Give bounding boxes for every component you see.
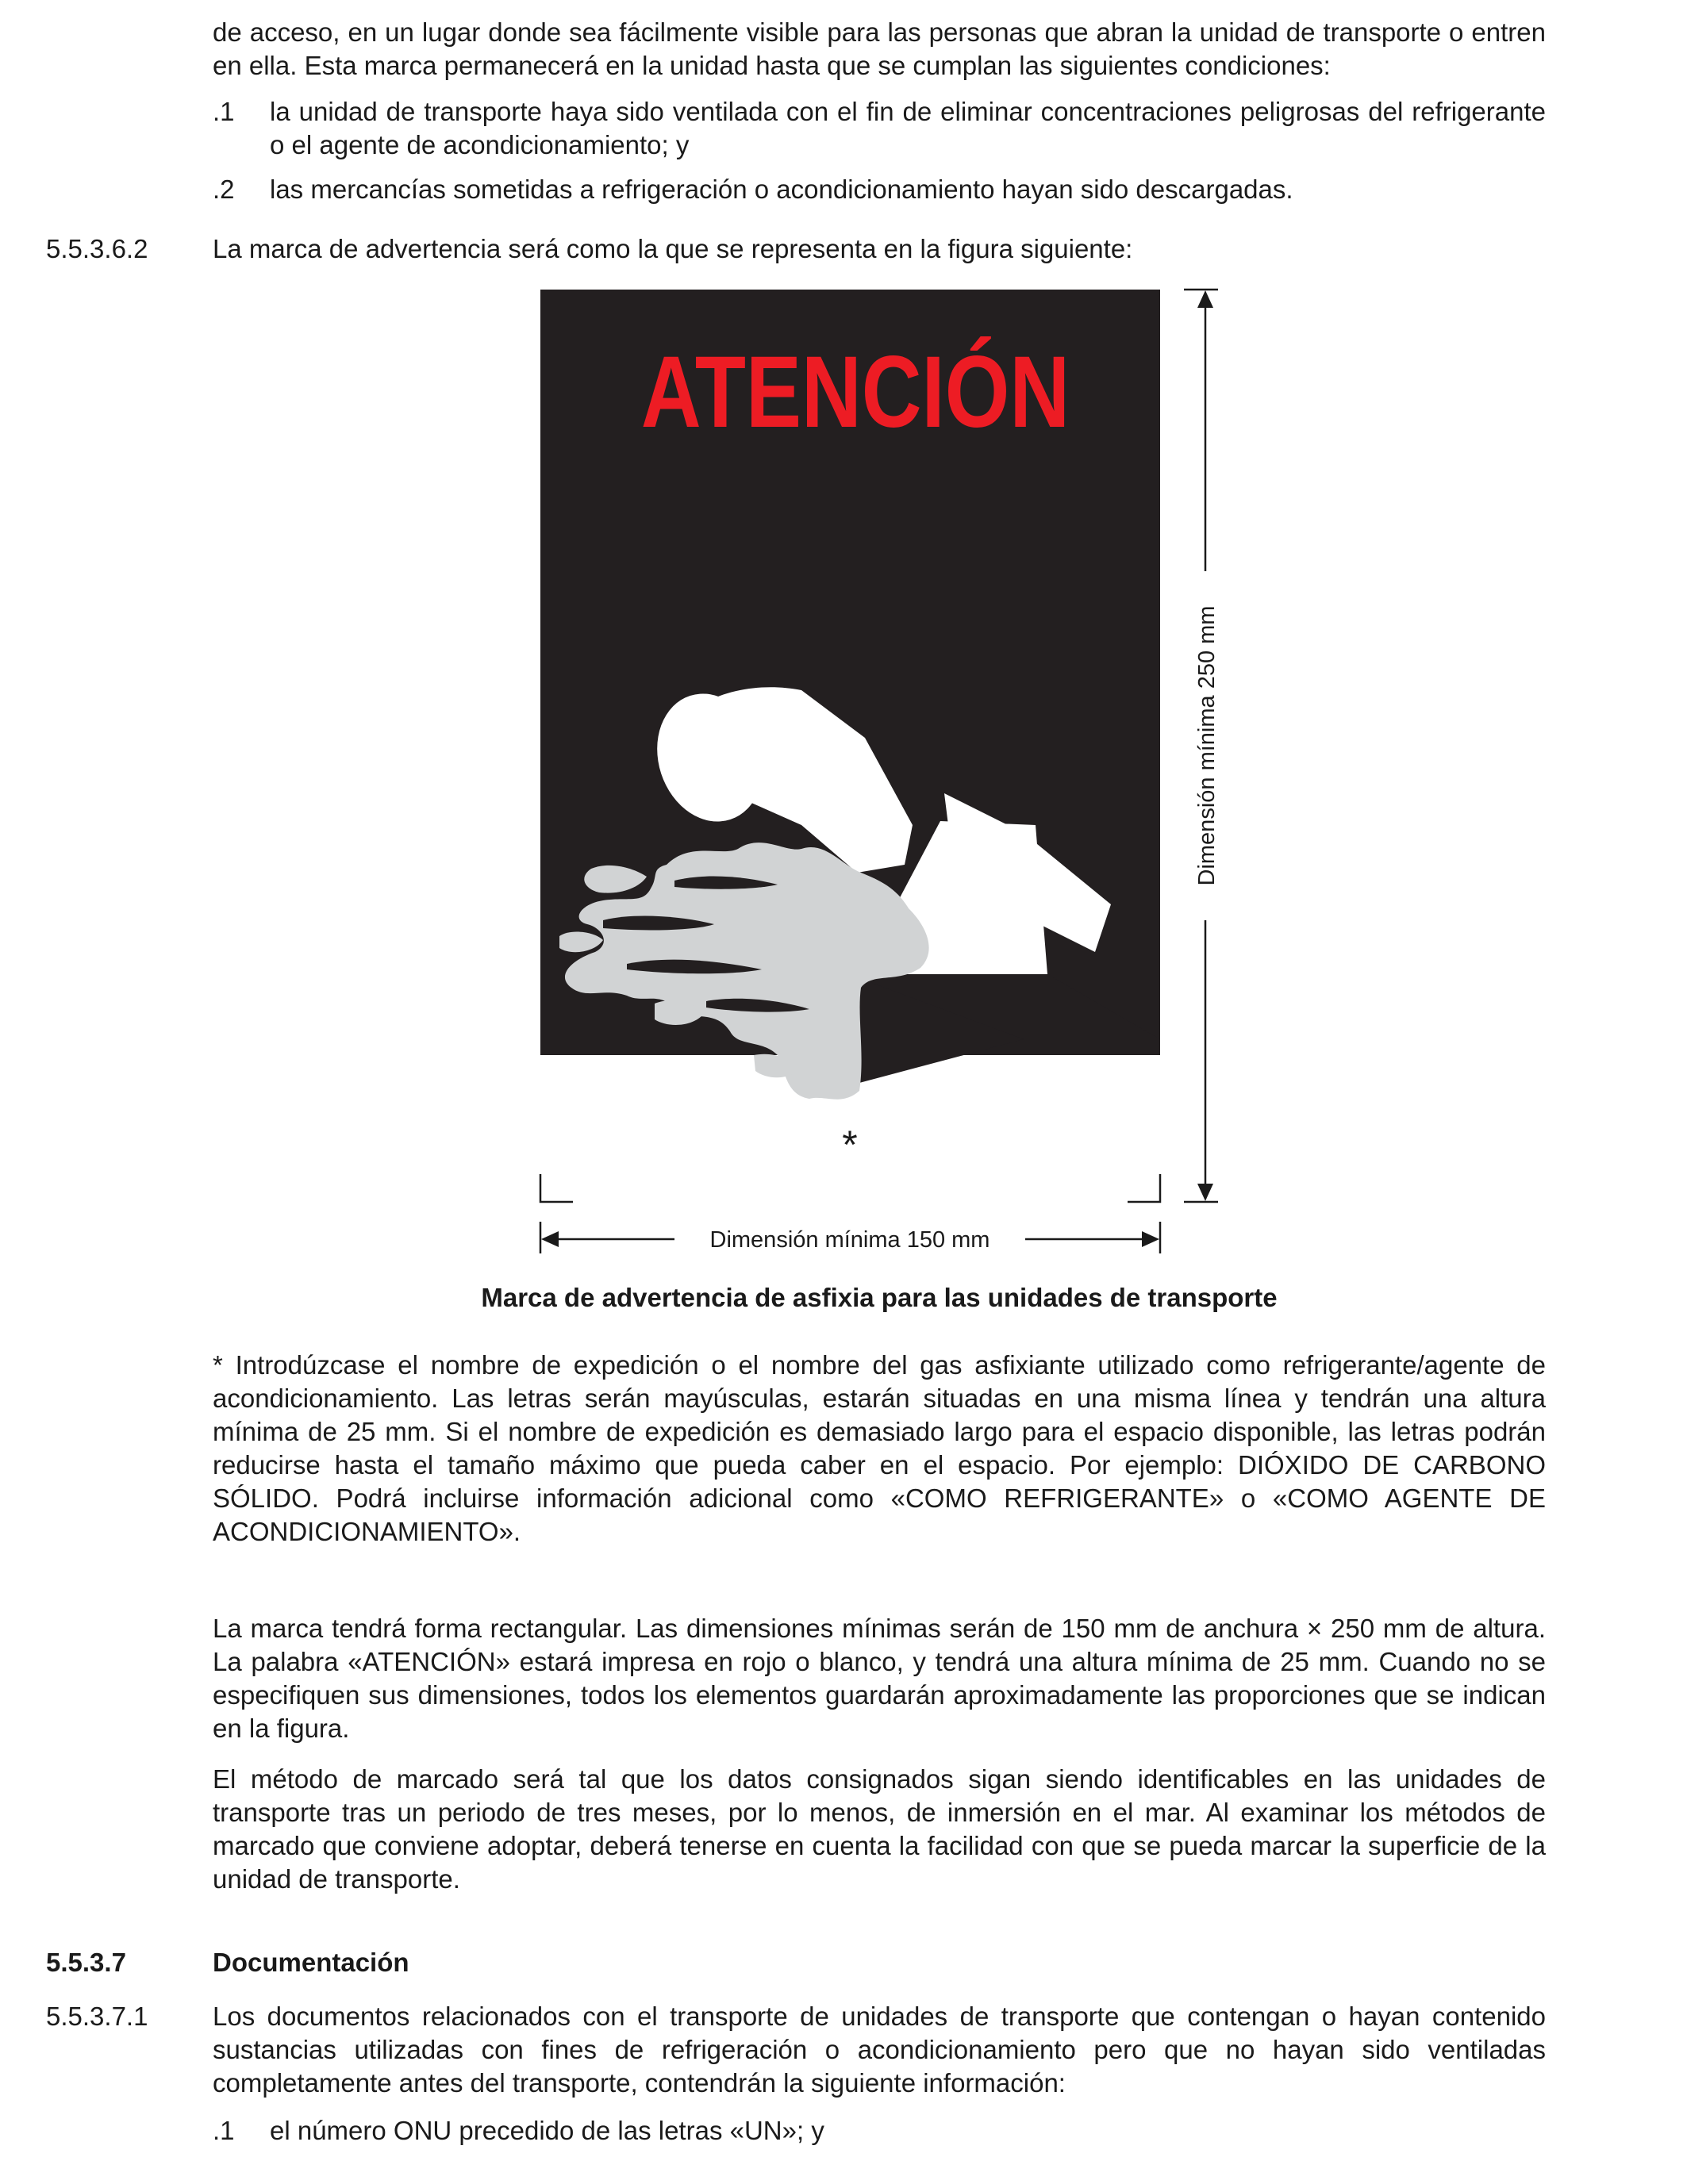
section-text-5-5-3-7-1: Los documentos relacionados con el transporte de unidades de transporte que contengan o hayan contenido sustancias utilizadas con fines de refrigeración o acondicionamiento pero que no hayan sido ventiladas completamente antes del transporte, contendrán la siguiente información: xyxy=(213,2002,1546,2098)
condition-number-2: .2 xyxy=(213,175,235,204)
method-paragraph: El método de marcado será tal que los datos consignados sigan siendo identificables en las unidades de transporte tras un periodo de tres meses, por lo menos, de inmersión en el mar. Al examinar los métodos de marcado que conviene adoptar, deberá tenerse en cuenta la facilidad con que se pueda marcar la superficie de la unidad de transporte. xyxy=(213,1764,1546,1894)
condition-number-1: .1 xyxy=(213,97,235,126)
width-dimension-label: Dimensión mínima 150 mm xyxy=(709,1227,990,1253)
shipping-name-asterisk: * xyxy=(842,1123,858,1167)
condition-text-1: la unidad de transporte haya sido ventilada con el fin de eliminar concentraciones peligrosas del refrigerante o el agente de acondicionamiento; y xyxy=(270,97,1546,159)
intro-paragraph: de acceso, en un lugar donde sea fácilmente visible para las personas que abran la unidad de transporte o entren en ella. Esta marca permanecerá en la unidad hasta que se cumplan las siguientes condiciones: xyxy=(213,17,1546,80)
figure-caption: Marca de advertencia de asfixia para las unidades de transporte xyxy=(481,1283,1278,1312)
corner-marks xyxy=(540,1174,1160,1202)
section-number-5-5-3-6-2: 5.5.3.6.2 xyxy=(46,234,148,263)
section-number-5-5-3-7: 5.5.3.7 xyxy=(46,1948,126,1977)
section-number-5-5-3-7-1: 5.5.3.7.1 xyxy=(46,2002,148,2031)
height-arrow-bottom xyxy=(1197,1184,1213,1201)
shape-paragraph: La marca tendrá forma rectangular. Las dimensiones mínimas serán de 150 mm de anchura × 250 mm de altura. La palabra «ATENCIÓN» estará impresa en rojo o blanco, y tendrá una altura mínima de 25 mm. Cuando no se especifiquen sus dimensiones, todos los elementos guardarán aproximadamente las proporciones que se indican en la figura. xyxy=(213,1614,1546,1743)
height-arrow-top xyxy=(1197,290,1213,308)
warning-word: ATENCIÓN xyxy=(640,335,1070,449)
figure-footnote: * Introdúzcase el nombre de expedición o el nombre del gas asfixiante utilizado como refrigerante/agente de acondicionamiento. Las letras serán mayúsculas, estarán situadas en una misma línea y tendrán una altura mínima de 25 mm. Si el nombre de expedición es demasiado largo para el espacio disponible, las letras podrán reducirse hasta el tamaño máximo que pueda caber en el espacio. Por ejemplo: DIÓXIDO DE CARBONO SÓLIDO. Podrá incluirse información adicional como «COMO REFRIGERANTE» o «COMO AGENTE DE ACONDICIONAMIENTO». xyxy=(213,1350,1546,1546)
documentation-item-number-1: .1 xyxy=(213,2116,235,2145)
height-dimension-label: Dimensión mínima 250 mm xyxy=(1194,605,1220,886)
section-title-documentacion: Documentación xyxy=(213,1948,409,1977)
documentation-item-text-1: el número ONU precedido de las letras «UN»; y xyxy=(270,2116,824,2145)
width-arrow-right xyxy=(1142,1231,1159,1247)
width-arrow-left xyxy=(541,1231,559,1247)
condition-text-2: las mercancías sometidas a refrigeración o acondicionamiento hayan sido descargadas. xyxy=(270,175,1293,204)
section-text-5-5-3-6-2: La marca de advertencia será como la que se representa en la figura siguiente: xyxy=(213,234,1133,263)
